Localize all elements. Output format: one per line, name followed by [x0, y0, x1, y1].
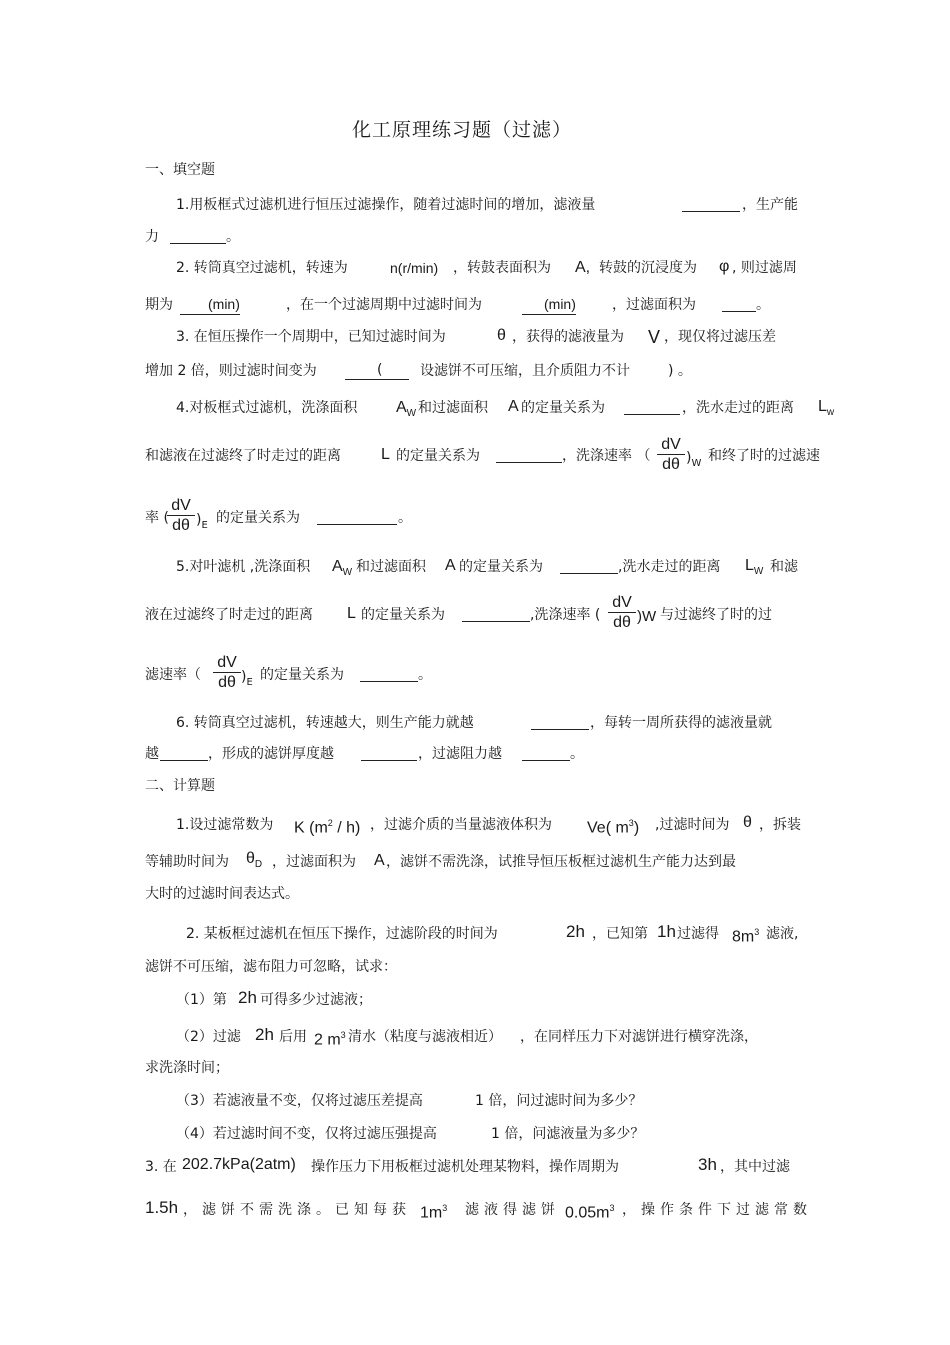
c1-e: 等辅助时间为: [145, 854, 229, 870]
q4-blank-1: [624, 400, 680, 415]
c3-d: ，滤饼不需洗涤。已知每获: [183, 1202, 411, 1218]
c3-m005-base: 0.05m: [565, 1204, 610, 1222]
c1-Ve-tail: ): [633, 819, 640, 837]
q5-end-rate-fraction: [213, 654, 241, 693]
q6-blank-1: [531, 715, 589, 730]
q5-e: 和滤: [770, 559, 798, 575]
c2-s1a: （1）第: [176, 992, 227, 1008]
q5-Aw-sub: W: [342, 567, 353, 579]
q3-d: 增加 2 倍，则过滤时间变为: [145, 363, 317, 379]
q5-sub-w: )W: [637, 608, 657, 625]
c3-m005: [565, 1198, 614, 1223]
q5-Lw-sub: W: [753, 566, 764, 578]
q4-sub-e-text: E: [201, 519, 208, 531]
q4-c: 的定量关系为: [521, 400, 605, 416]
c2-t2h: 2h: [566, 922, 585, 941]
c2-s3: （3）若滤液量不变，仅将过滤压差提高: [176, 1093, 423, 1109]
c1-thetaD-sub: D: [254, 859, 263, 871]
c1-K-sup: 2: [327, 818, 333, 828]
q3-blank: [345, 361, 409, 380]
q4-sub-w-text: W: [691, 457, 702, 469]
q4-frac-den-2: dθ: [172, 517, 190, 534]
q5-Aw: [332, 557, 352, 583]
q3-V: V: [648, 327, 661, 347]
q2-c: 转鼓的沉浸度为: [599, 260, 697, 276]
q6-e: ，过滤阻力越: [418, 746, 502, 762]
q5-wash-rate-fraction: [608, 594, 636, 633]
c3-b: 操作压力下用板框过滤机处理某物料，操作周期为: [311, 1159, 619, 1175]
q6-b: ，每转一周所获得的滤液量就: [590, 715, 772, 731]
q1-blank-1: [682, 197, 740, 212]
q5-sub-e-paren: ): [241, 669, 247, 685]
q4-h: 和终了时的过滤速: [708, 448, 820, 464]
c3-m1-sup: 3: [442, 1203, 448, 1213]
c3-t3h: 3h: [698, 1155, 717, 1174]
c2-t1h: 1h: [657, 922, 676, 941]
q5-Lw: [745, 556, 763, 582]
c2-s1h: 2h: [238, 988, 257, 1007]
c1-d: ，拆装: [759, 817, 801, 833]
c2-v8-sup: 3: [754, 927, 760, 937]
c2-s2a: （2）过滤: [176, 1029, 241, 1045]
q4-sub-w: )$_W$: [686, 450, 702, 469]
q3-theta: θ: [497, 327, 506, 344]
c3-t15: 1.5h: [145, 1198, 179, 1217]
c3-e: 滤液得滤饼: [465, 1202, 560, 1218]
q6-a: 6. 转筒真空过滤机，转速越大，则生产能力就越: [176, 715, 474, 731]
c2-s2h: 2h: [255, 1025, 274, 1044]
q2-f: ，在一个过滤周期中过滤时间为: [286, 297, 482, 313]
q5-d: ,洗水走过的距离: [618, 559, 721, 575]
page-title: 化工原理练习题（过滤）: [352, 119, 573, 141]
c1-K: [294, 813, 360, 838]
q3-b: ，获得的滤液量为: [512, 329, 624, 345]
q1-line2-label: 力: [145, 229, 159, 245]
c2-s2c: 清水（粘度与滤液相近）: [348, 1029, 502, 1045]
c2-b: ，已知第: [592, 926, 648, 942]
c2-s2m-base: 2 m: [314, 1031, 341, 1049]
q1-end: 。: [226, 229, 240, 245]
q5-A: A: [445, 557, 456, 574]
q5-a: 5.对叶滤机 ,洗涤面积: [176, 559, 311, 575]
q3-c: ，现仅将过滤压差: [664, 329, 776, 345]
c2-d: 滤液,: [766, 926, 799, 942]
q5-h: ,洗涤速率 (: [530, 607, 601, 623]
section-heading-fill-in: 一、填空题: [145, 162, 215, 178]
q6-c: 越: [145, 746, 159, 762]
q4-frac-num-2: dV: [167, 497, 195, 516]
c2-c: 过滤得: [677, 926, 719, 942]
q4-i: 率 (: [145, 510, 169, 526]
q3-paren: (: [377, 362, 383, 378]
q3-a: 3. 在恒压操作一个周期中，已知过滤时间为: [176, 329, 446, 345]
q5-Aw-letter: A: [332, 558, 343, 575]
q4-L: L: [381, 446, 390, 463]
c3-m1: [420, 1198, 447, 1223]
q5-j: 滤速率（: [145, 667, 201, 683]
c3-m005-sup: 3: [609, 1203, 615, 1213]
c1-K-tail: / h): [332, 819, 361, 837]
q4-a: 4.对板框式过滤机，洗涤面积: [176, 400, 358, 416]
q2-n: n(r/min): [390, 260, 439, 276]
q4-k: 。: [398, 510, 412, 526]
q2-g: ，过滤面积为: [612, 297, 696, 313]
q4-end-rate-fraction: [167, 497, 195, 536]
q4-A: A: [508, 398, 519, 415]
q5-frac-num-1: dV: [608, 594, 636, 613]
q6-blank-2: [160, 746, 208, 761]
q5-f: 液在过滤终了时走过的距离: [145, 607, 313, 623]
c2-a: 2. 某板框过滤机在恒压下操作，过滤阶段的时间为: [186, 926, 498, 942]
c2-s4: （4）若过滤时间不变，仅将过滤压强提高: [176, 1126, 437, 1142]
q4-blank-3: [317, 510, 397, 525]
c1-thetaD-base: θ: [246, 850, 255, 867]
q2-b: ，转鼓表面积为: [453, 260, 551, 276]
c2-s2m-sup: 3: [340, 1030, 346, 1040]
q4-e: 和滤液在过滤终了时走过的距离: [145, 448, 341, 464]
c1-f: ，过滤面积为: [272, 854, 356, 870]
q4-Lw-sub: w: [826, 407, 835, 419]
q4-d: ，洗水走过的距离: [682, 400, 794, 416]
q4-Aw-sub: W: [406, 408, 417, 420]
c3-f: ，操作条件下过滤常数: [622, 1202, 812, 1218]
c1-g: ，滤饼不需洗涤，试推导恒压板框过滤机生产能力达到最: [386, 854, 736, 870]
q2-phi: φ: [719, 258, 730, 275]
q5-frac-num-2: dV: [213, 654, 241, 673]
q2-unit-min-2: (min): [544, 296, 576, 312]
q4-Aw-letter: A: [396, 399, 407, 416]
q4-Aw: [396, 398, 416, 424]
c1-Ve: [587, 813, 639, 838]
c3-m1-base: 1m: [420, 1204, 443, 1222]
q4-f: 的定量关系为: [396, 448, 480, 464]
q5-sub-e-text: E: [246, 676, 253, 688]
c1-b: ，过滤介质的当量滤液体积为: [370, 817, 552, 833]
c2-s2e: 求洗涤时间；: [145, 1060, 229, 1076]
q4-Lw: [818, 397, 834, 423]
q4-blank-2: [496, 448, 562, 463]
q2-unit-min-1: (min): [208, 296, 240, 312]
q6-f: 。: [570, 746, 584, 762]
c3-c: ，其中过滤: [720, 1159, 790, 1175]
q2-h: 。: [756, 297, 770, 313]
c2-s2d: ，在同样压力下对滤饼进行横穿洗涤，: [520, 1029, 758, 1045]
c1-Ve-sup: 3: [628, 818, 634, 828]
q2-blank-2: [522, 295, 576, 315]
q5-i: 与过滤终了时的过: [660, 607, 772, 623]
c1-theta: θ: [743, 814, 752, 831]
c1-A: A: [374, 852, 385, 869]
c1-thetaD: [246, 849, 262, 875]
q5-k: 的定量关系为: [260, 667, 344, 683]
q3-e: 设滤饼不可压缩，且介质阻力不计: [420, 363, 630, 379]
c2-s2m: [314, 1025, 346, 1050]
q5-L: L: [347, 605, 356, 622]
c2-s1b: 可得多少过滤液；: [260, 992, 372, 1008]
c2-v8: [732, 922, 759, 947]
q5-blank-1: [560, 559, 618, 574]
q5-frac-den-1: dθ: [613, 614, 631, 631]
q4-g: ，洗涤速率 （: [562, 448, 651, 464]
q3-f: ) 。: [668, 363, 692, 379]
q2-e: 期为: [145, 297, 173, 313]
q1-text: 1.用板框式过滤机进行恒压过滤操作，随着过滤时间的增加，滤液量: [176, 197, 596, 213]
q5-blank-2: [462, 607, 530, 622]
q6-blank-4: [522, 746, 570, 761]
c1-c: ,过滤时间为: [655, 817, 730, 833]
c1-Ve-base: Ve( m: [587, 819, 629, 837]
q5-blank-3: [360, 667, 418, 682]
q6-d: ，形成的滤饼厚度越: [208, 746, 334, 762]
q4-Lw-letter: L: [818, 398, 827, 415]
q4-frac-num-1: dV: [657, 436, 685, 455]
q2-blank-1: [180, 295, 240, 315]
q4-j: 的定量关系为: [216, 510, 300, 526]
q4-sub-e: )$_E$: [196, 512, 208, 531]
q1-tail: ，生产能: [742, 197, 798, 213]
q1-line1: [176, 195, 595, 215]
c2-v8-base: 8m: [732, 928, 755, 946]
q4-b: 和过滤面积: [418, 400, 488, 416]
q5-g: 的定量关系为: [361, 607, 445, 623]
c2-e: 滤饼不可压缩，滤布阻力可忽略，试求：: [145, 959, 397, 975]
c1-h: 大时的过滤时间表达式。: [145, 886, 299, 902]
q2-d: , 则过滤周: [732, 260, 797, 276]
q5-frac-den-2: dθ: [218, 674, 236, 691]
c1-K-base: K (m: [294, 819, 328, 837]
c2-s4b: 1 倍，问滤液量为多少？: [491, 1126, 645, 1142]
q5-l: 。: [418, 667, 432, 683]
c2-s3b: 1 倍，问过滤时间为多少？: [475, 1093, 643, 1109]
q6-blank-3: [361, 746, 417, 761]
c1-a: 1.设过滤常数为: [176, 817, 274, 833]
q2-blank-3: [722, 297, 756, 312]
q2-A: A,: [575, 259, 591, 276]
c3-pressure: 202.7kPa(2atm): [182, 1156, 296, 1173]
q5-sub-e: [241, 667, 253, 693]
q5-Lw-letter: L: [745, 557, 754, 574]
section-heading-calculation: 二、计算题: [145, 778, 215, 794]
c2-s2b: 后用: [279, 1029, 307, 1045]
c3-a: 3. 在: [145, 1159, 177, 1175]
q4-frac-den-1: dθ: [662, 456, 680, 473]
q2-a: 2. 转筒真空过滤机，转速为: [176, 260, 348, 276]
q4-wash-rate-fraction: [657, 436, 685, 475]
q1-blank-2: [170, 229, 226, 244]
q5-b: 和过滤面积: [356, 559, 426, 575]
q5-c: 的定量关系为: [459, 559, 543, 575]
